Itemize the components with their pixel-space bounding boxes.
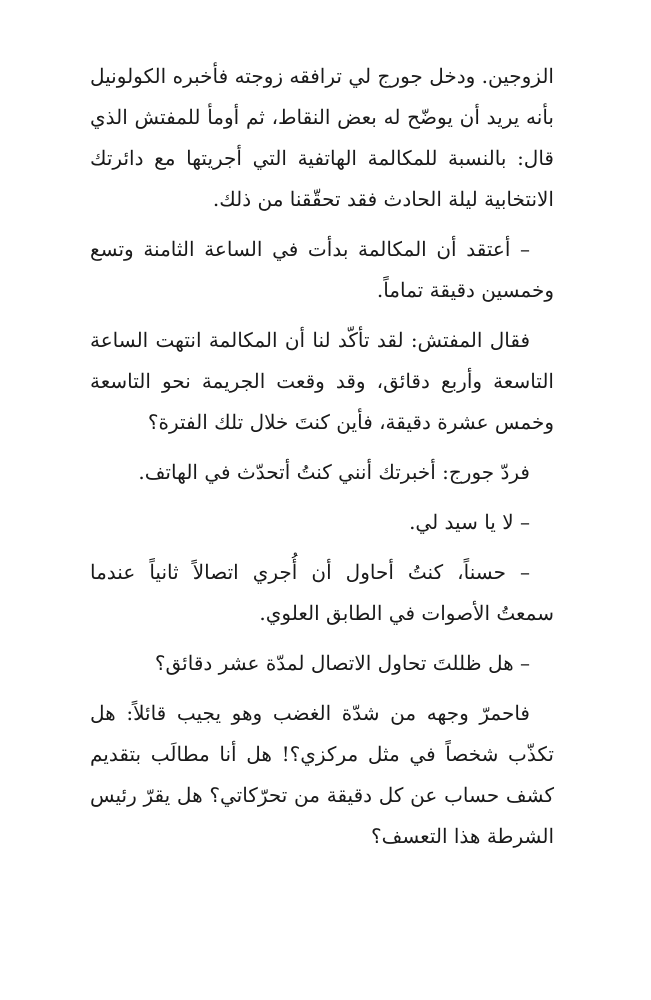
paragraph-dialogue-4: – هل ظللتَ تحاول الاتصال لمدّة عشر دقائق؟ — [154, 651, 530, 675]
paragraph-narration-2: فقال المفتش: لقد تأكّد لنا أن المكالمة انتهت الساعة التاسعة وأربع دقائق، وقد وقعت الجريمة نحو التاسعة وخمس عشرة دقيقة، فأين كنتَ خلال تلك الفترة؟ — [90, 328, 554, 434]
paragraph-narration-3: فردّ جورج: أخبرتك أنني كنتُ أتحدّث في الهاتف. — [138, 460, 530, 484]
paragraph-narration-1: الزوجين. ودخل جورج لي ترافقه زوجته فأخبره الكولونيل بأنه يريد أن يوضّح له بعض النقاط، ثم أومأ للمفتش الذي قال: بالنسبة للمكالمة الهاتفية التي أجريتها مع دائرتك الانتخابية ليلة الحادث فقد تحقّقنا من ذلك. — [90, 64, 554, 211]
paragraph-dialogue-1: – أعتقد أن المكالمة بدأت في الساعة الثامنة وتسع وخمسين دقيقة تماماً. — [90, 237, 554, 302]
paragraph-dialogue-3: – حسناً، كنتُ أحاول أن أُجري اتصالاً ثانياً عندما سمعتُ الأصوات في الطابق العلوي. — [90, 560, 554, 625]
paragraph-dialogue-2: – لا يا سيد لي. — [409, 510, 530, 534]
paragraph-narration-4: فاحمرّ وجهه من شدّة الغضب وهو يجيب قائلاً: هل تكذّب شخصاً في مثل مركزي؟! هل أنا مطالَب بتقديم كشف حساب عن كل دقيقة من تحرّكاتي؟ هل يقرّ رئيس الشرطة هذا التعسف؟ — [90, 701, 554, 848]
book-page-text — [90, 56, 554, 866]
